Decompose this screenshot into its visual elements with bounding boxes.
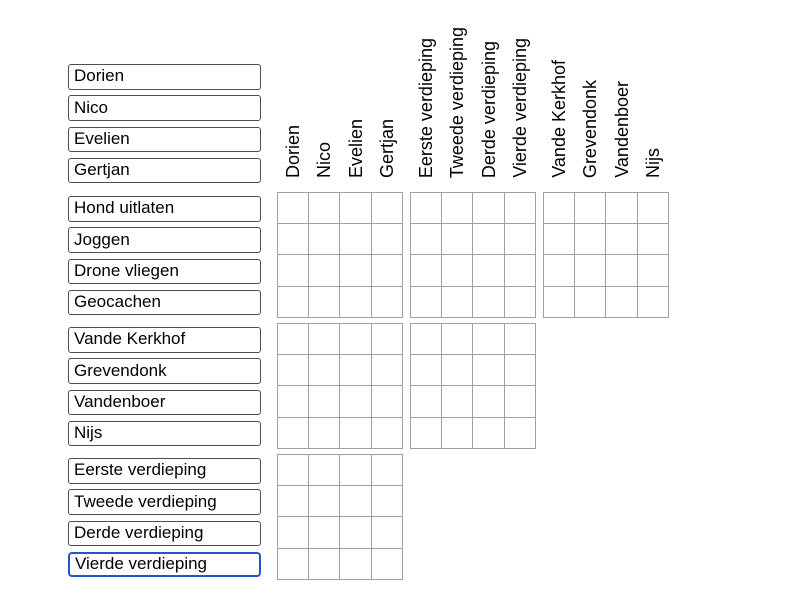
row-label-input[interactable] (68, 327, 261, 353)
grid-block (277, 192, 403, 318)
row-label-input[interactable] (68, 290, 261, 316)
grid-cell[interactable] (309, 255, 339, 285)
column-header (442, 0, 474, 178)
grid-block (277, 454, 403, 580)
grid-cell[interactable] (309, 386, 339, 416)
grid-cell[interactable] (411, 355, 441, 385)
row-label-input[interactable] (68, 127, 261, 153)
grid-cell[interactable] (606, 193, 636, 223)
row-label-input[interactable] (68, 358, 261, 384)
column-header (543, 0, 575, 178)
column-header-label: Vierde verdieping (510, 38, 531, 178)
grid-cell[interactable] (278, 324, 308, 354)
column-header (277, 0, 309, 178)
grid-cell[interactable] (278, 517, 308, 547)
grid-cell[interactable] (505, 418, 535, 448)
grid-cell[interactable] (442, 418, 472, 448)
row-label-input-focused[interactable] (68, 552, 261, 578)
grid-cell[interactable] (473, 224, 503, 254)
column-header-label: Gertjan (377, 118, 398, 178)
grid-cell[interactable] (473, 193, 503, 223)
grid-block (543, 192, 669, 318)
column-header-label: Nico (314, 141, 335, 178)
grid-cell[interactable] (575, 287, 605, 317)
grid-cell[interactable] (411, 287, 441, 317)
column-header (606, 0, 638, 178)
grid-cell[interactable] (309, 486, 339, 516)
grid-cell[interactable] (372, 193, 402, 223)
grid-cell[interactable] (638, 255, 668, 285)
grid-cell[interactable] (309, 287, 339, 317)
column-header (638, 0, 670, 178)
grid-cell[interactable] (442, 193, 472, 223)
grid-cell[interactable] (505, 287, 535, 317)
row-label-input[interactable] (68, 259, 261, 285)
grid-cell[interactable] (340, 224, 370, 254)
grid-cell[interactable] (278, 287, 308, 317)
grid-cell[interactable] (340, 517, 370, 547)
grid-cell[interactable] (309, 549, 339, 579)
row-label-input[interactable] (68, 196, 261, 222)
grid-cell[interactable] (340, 455, 370, 485)
grid-cell[interactable] (606, 287, 636, 317)
grid-cell[interactable] (442, 224, 472, 254)
grid-cell[interactable] (505, 193, 535, 223)
column-header-label: Grevendonk (580, 79, 601, 178)
grid-cell[interactable] (411, 193, 441, 223)
grid-cell[interactable] (544, 287, 574, 317)
column-header-group-names (277, 0, 403, 178)
grid-cell[interactable] (411, 418, 441, 448)
row-label-input[interactable] (68, 158, 261, 184)
grid-cell[interactable] (505, 324, 535, 354)
row-label-group-activities (68, 196, 261, 321)
grid-cell[interactable] (340, 418, 370, 448)
column-header (575, 0, 607, 178)
grid-cell[interactable] (442, 287, 472, 317)
grid-cell[interactable] (505, 224, 535, 254)
grid-cell[interactable] (340, 486, 370, 516)
column-header-label: Nijs (643, 148, 664, 178)
grid-cell[interactable] (372, 549, 402, 579)
row-label-group-floors (68, 458, 261, 583)
grid-cell[interactable] (473, 418, 503, 448)
grid-cell[interactable] (340, 386, 370, 416)
grid-cell[interactable] (575, 224, 605, 254)
grid-cell[interactable] (606, 255, 636, 285)
grid-cell[interactable] (411, 324, 441, 354)
row-label-input[interactable] (68, 227, 261, 253)
column-header-label: Evelien (345, 118, 366, 178)
grid-cell[interactable] (372, 517, 402, 547)
grid-cell[interactable] (309, 193, 339, 223)
grid-cell[interactable] (505, 355, 535, 385)
grid-cell[interactable] (372, 486, 402, 516)
row-label-group-names (68, 64, 261, 189)
grid-cell[interactable] (606, 224, 636, 254)
grid-cell[interactable] (544, 224, 574, 254)
column-header-label: Derde verdieping (478, 40, 499, 178)
column-header (505, 0, 537, 178)
grid-cell[interactable] (278, 549, 308, 579)
grid-cell[interactable] (442, 386, 472, 416)
grid-cell[interactable] (638, 193, 668, 223)
row-label-input[interactable] (68, 64, 261, 90)
grid-cell[interactable] (411, 255, 441, 285)
column-header (340, 0, 372, 178)
column-header-group-floors (410, 0, 536, 178)
grid-cell[interactable] (372, 418, 402, 448)
grid-cell[interactable] (278, 355, 308, 385)
row-label-input[interactable] (68, 95, 261, 121)
grid-cell[interactable] (473, 386, 503, 416)
grid-cell[interactable] (340, 549, 370, 579)
grid-cell[interactable] (278, 418, 308, 448)
grid-cell[interactable] (473, 355, 503, 385)
grid-cell[interactable] (411, 224, 441, 254)
grid-cell[interactable] (309, 324, 339, 354)
row-label-input[interactable] (68, 489, 261, 515)
grid-cell[interactable] (638, 287, 668, 317)
row-label-input[interactable] (68, 390, 261, 416)
grid-cell[interactable] (340, 355, 370, 385)
grid-cell[interactable] (372, 324, 402, 354)
grid-cell[interactable] (278, 255, 308, 285)
column-header-label: Vande Kerkhof (548, 60, 569, 178)
column-header-label: Vandenboer (611, 81, 632, 178)
grid-cell[interactable] (340, 193, 370, 223)
grid-cell[interactable] (575, 255, 605, 285)
grid-cell[interactable] (372, 224, 402, 254)
grid-cell[interactable] (575, 193, 605, 223)
grid-cell[interactable] (278, 386, 308, 416)
grid-cell[interactable] (278, 224, 308, 254)
grid-cell[interactable] (638, 224, 668, 254)
grid-cell[interactable] (309, 517, 339, 547)
grid-cell[interactable] (340, 255, 370, 285)
column-header-label: Dorien (282, 124, 303, 178)
grid-cell[interactable] (442, 324, 472, 354)
column-header (309, 0, 341, 178)
column-header (473, 0, 505, 178)
grid-cell[interactable] (372, 255, 402, 285)
grid-cell[interactable] (372, 355, 402, 385)
grid-cell[interactable] (309, 455, 339, 485)
grid-cell[interactable] (473, 324, 503, 354)
grid-cell[interactable] (473, 287, 503, 317)
grid-cell[interactable] (411, 386, 441, 416)
row-label-input[interactable] (68, 521, 261, 547)
grid-cell[interactable] (309, 224, 339, 254)
grid-cell[interactable] (278, 486, 308, 516)
column-header-label: Eerste verdieping (415, 37, 436, 178)
grid-cell[interactable] (372, 287, 402, 317)
column-header-label: Tweede verdieping (447, 26, 468, 178)
grid-cell[interactable] (442, 355, 472, 385)
grid-cell[interactable] (340, 324, 370, 354)
grid-cell[interactable] (442, 255, 472, 285)
grid-cell[interactable] (372, 386, 402, 416)
grid-block (410, 323, 536, 449)
grid-block (277, 323, 403, 449)
grid-cell[interactable] (309, 355, 339, 385)
grid-cell[interactable] (505, 386, 535, 416)
column-header (372, 0, 404, 178)
grid-cell[interactable] (473, 255, 503, 285)
grid-cell[interactable] (544, 193, 574, 223)
column-header (410, 0, 442, 178)
grid-block (410, 192, 536, 318)
grid-cell[interactable] (544, 255, 574, 285)
row-label-input[interactable] (68, 421, 261, 447)
grid-cell[interactable] (372, 455, 402, 485)
row-label-group-surnames (68, 327, 261, 452)
grid-cell[interactable] (309, 418, 339, 448)
row-label-input[interactable] (68, 458, 261, 484)
column-header-group-surnames (543, 0, 669, 178)
grid-cell[interactable] (278, 455, 308, 485)
grid-cell[interactable] (278, 193, 308, 223)
grid-cell[interactable] (340, 287, 370, 317)
grid-cell[interactable] (505, 255, 535, 285)
